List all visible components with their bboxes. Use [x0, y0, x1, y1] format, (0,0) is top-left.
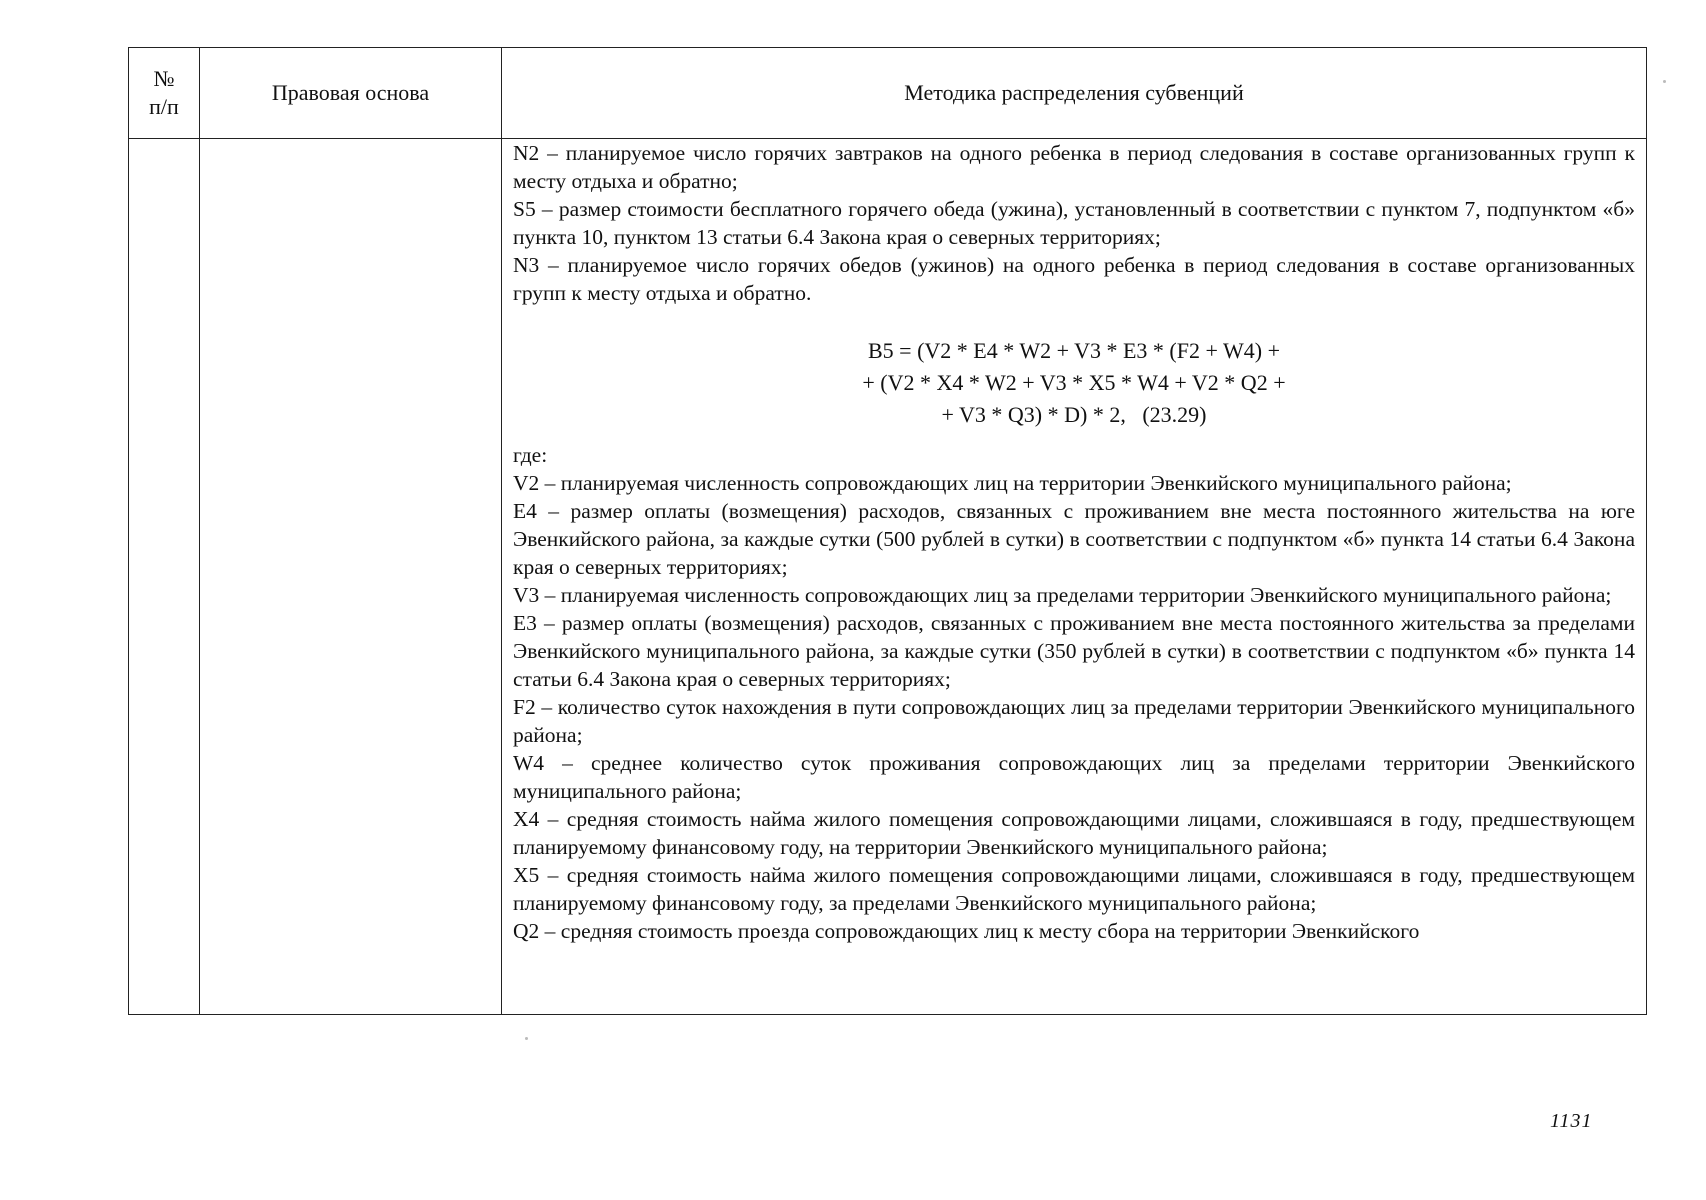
page-number: 1131	[1550, 1110, 1593, 1132]
formula-line: + V3 * Q3) * D) * 2, (23.29)	[941, 402, 1207, 427]
definition-v3: V3 – планируемая численность сопровождающих лиц за пределами территории Эвенкийского муниципального района;	[513, 583, 1612, 607]
cell-number	[129, 139, 200, 1015]
header-number	[129, 48, 200, 139]
formula-b5	[513, 335, 1635, 431]
definition-e3: E3 – размер оплаты (возмещения) расходов, связанных с проживанием вне места постоянного жительства за пределами Эвенкийского муниципального района, за каждые сутки (350 рублей в сутки) в соответствии с подпунктом «б» пункта 14 статьи 6.4 Закона края о северных территориях;	[513, 611, 1635, 691]
definition-x5: X5 – средняя стоимость найма жилого помещения сопровождающими лицами, сложившаяся в году, предшествующем планируемому финансовому году, за пределами Эвенкийского муниципального района;	[513, 863, 1635, 915]
definition-q2: Q2 – средняя стоимость проезда сопровождающих лиц к месту сбора на территории Эвенкийского	[513, 919, 1420, 943]
formula-line: B5 = (V2 * E4 * W2 + V3 * E3 * (F2 + W4) +	[867, 338, 1280, 363]
scan-speck	[1663, 80, 1666, 83]
header-number-symbol: №	[153, 66, 175, 91]
definition-e4: E4 – размер оплаты (возмещения) расходов, связанных с проживанием вне места постоянного жительства на юге Эвенкийского района, за каждые сутки (500 рублей в сутки) в соответствии с подпунктом «б» пункта 14 статьи 6.4 Закона края о северных территориях;	[513, 499, 1635, 579]
where-label: где:	[513, 443, 548, 467]
cell-legal-basis	[200, 139, 502, 1015]
table-header-row	[129, 48, 1647, 139]
definition-n3: N3 – планируемое число горячих обедов (ужинов) на одного ребенка в период следования в составе организованных групп к месту отдыха и обратно.	[513, 253, 1635, 305]
header-methodology: Методика распределения субвенций	[502, 48, 1647, 139]
header-legal-basis: Правовая основа	[200, 48, 502, 139]
definition-f2: F2 – количество суток нахождения в пути сопровождающих лиц за пределами территории Эвенкийского муниципального района;	[513, 695, 1635, 747]
header-number-abbrev: п/п	[149, 94, 179, 119]
definition-w4: W4 – среднее количество суток проживания сопровождающих лиц за пределами территории Эвенкийского муниципального района;	[513, 751, 1635, 803]
scan-speck	[525, 1037, 528, 1040]
definition-s5: S5 – размер стоимости бесплатного горячего обеда (ужина), установленный в соответствии с пунктом 7, подпунктом «б» пункта 10, пунктом 13 статьи 6.4 Закона края о северных территориях;	[513, 197, 1635, 249]
table-row	[129, 139, 1647, 1015]
definition-n2: N2 – планируемое число горячих завтраков на одного ребенка в период следования в составе организованных групп к месту отдыха и обратно;	[513, 141, 1635, 193]
formula-line: + (V2 * X4 * W2 + V3 * X5 * W4 + V2 * Q2 +	[862, 370, 1286, 395]
definition-v2: V2 – планируемая численность сопровождающих лиц на территории Эвенкийского муниципального района;	[513, 471, 1512, 495]
subsidy-methodology-table	[128, 47, 1647, 1015]
cell-methodology	[502, 139, 1647, 1015]
definition-x4: X4 – средняя стоимость найма жилого помещения сопровождающими лицами, сложившаяся в году, предшествующем планируемому финансовому году, на территории Эвенкийского муниципального района;	[513, 807, 1635, 859]
